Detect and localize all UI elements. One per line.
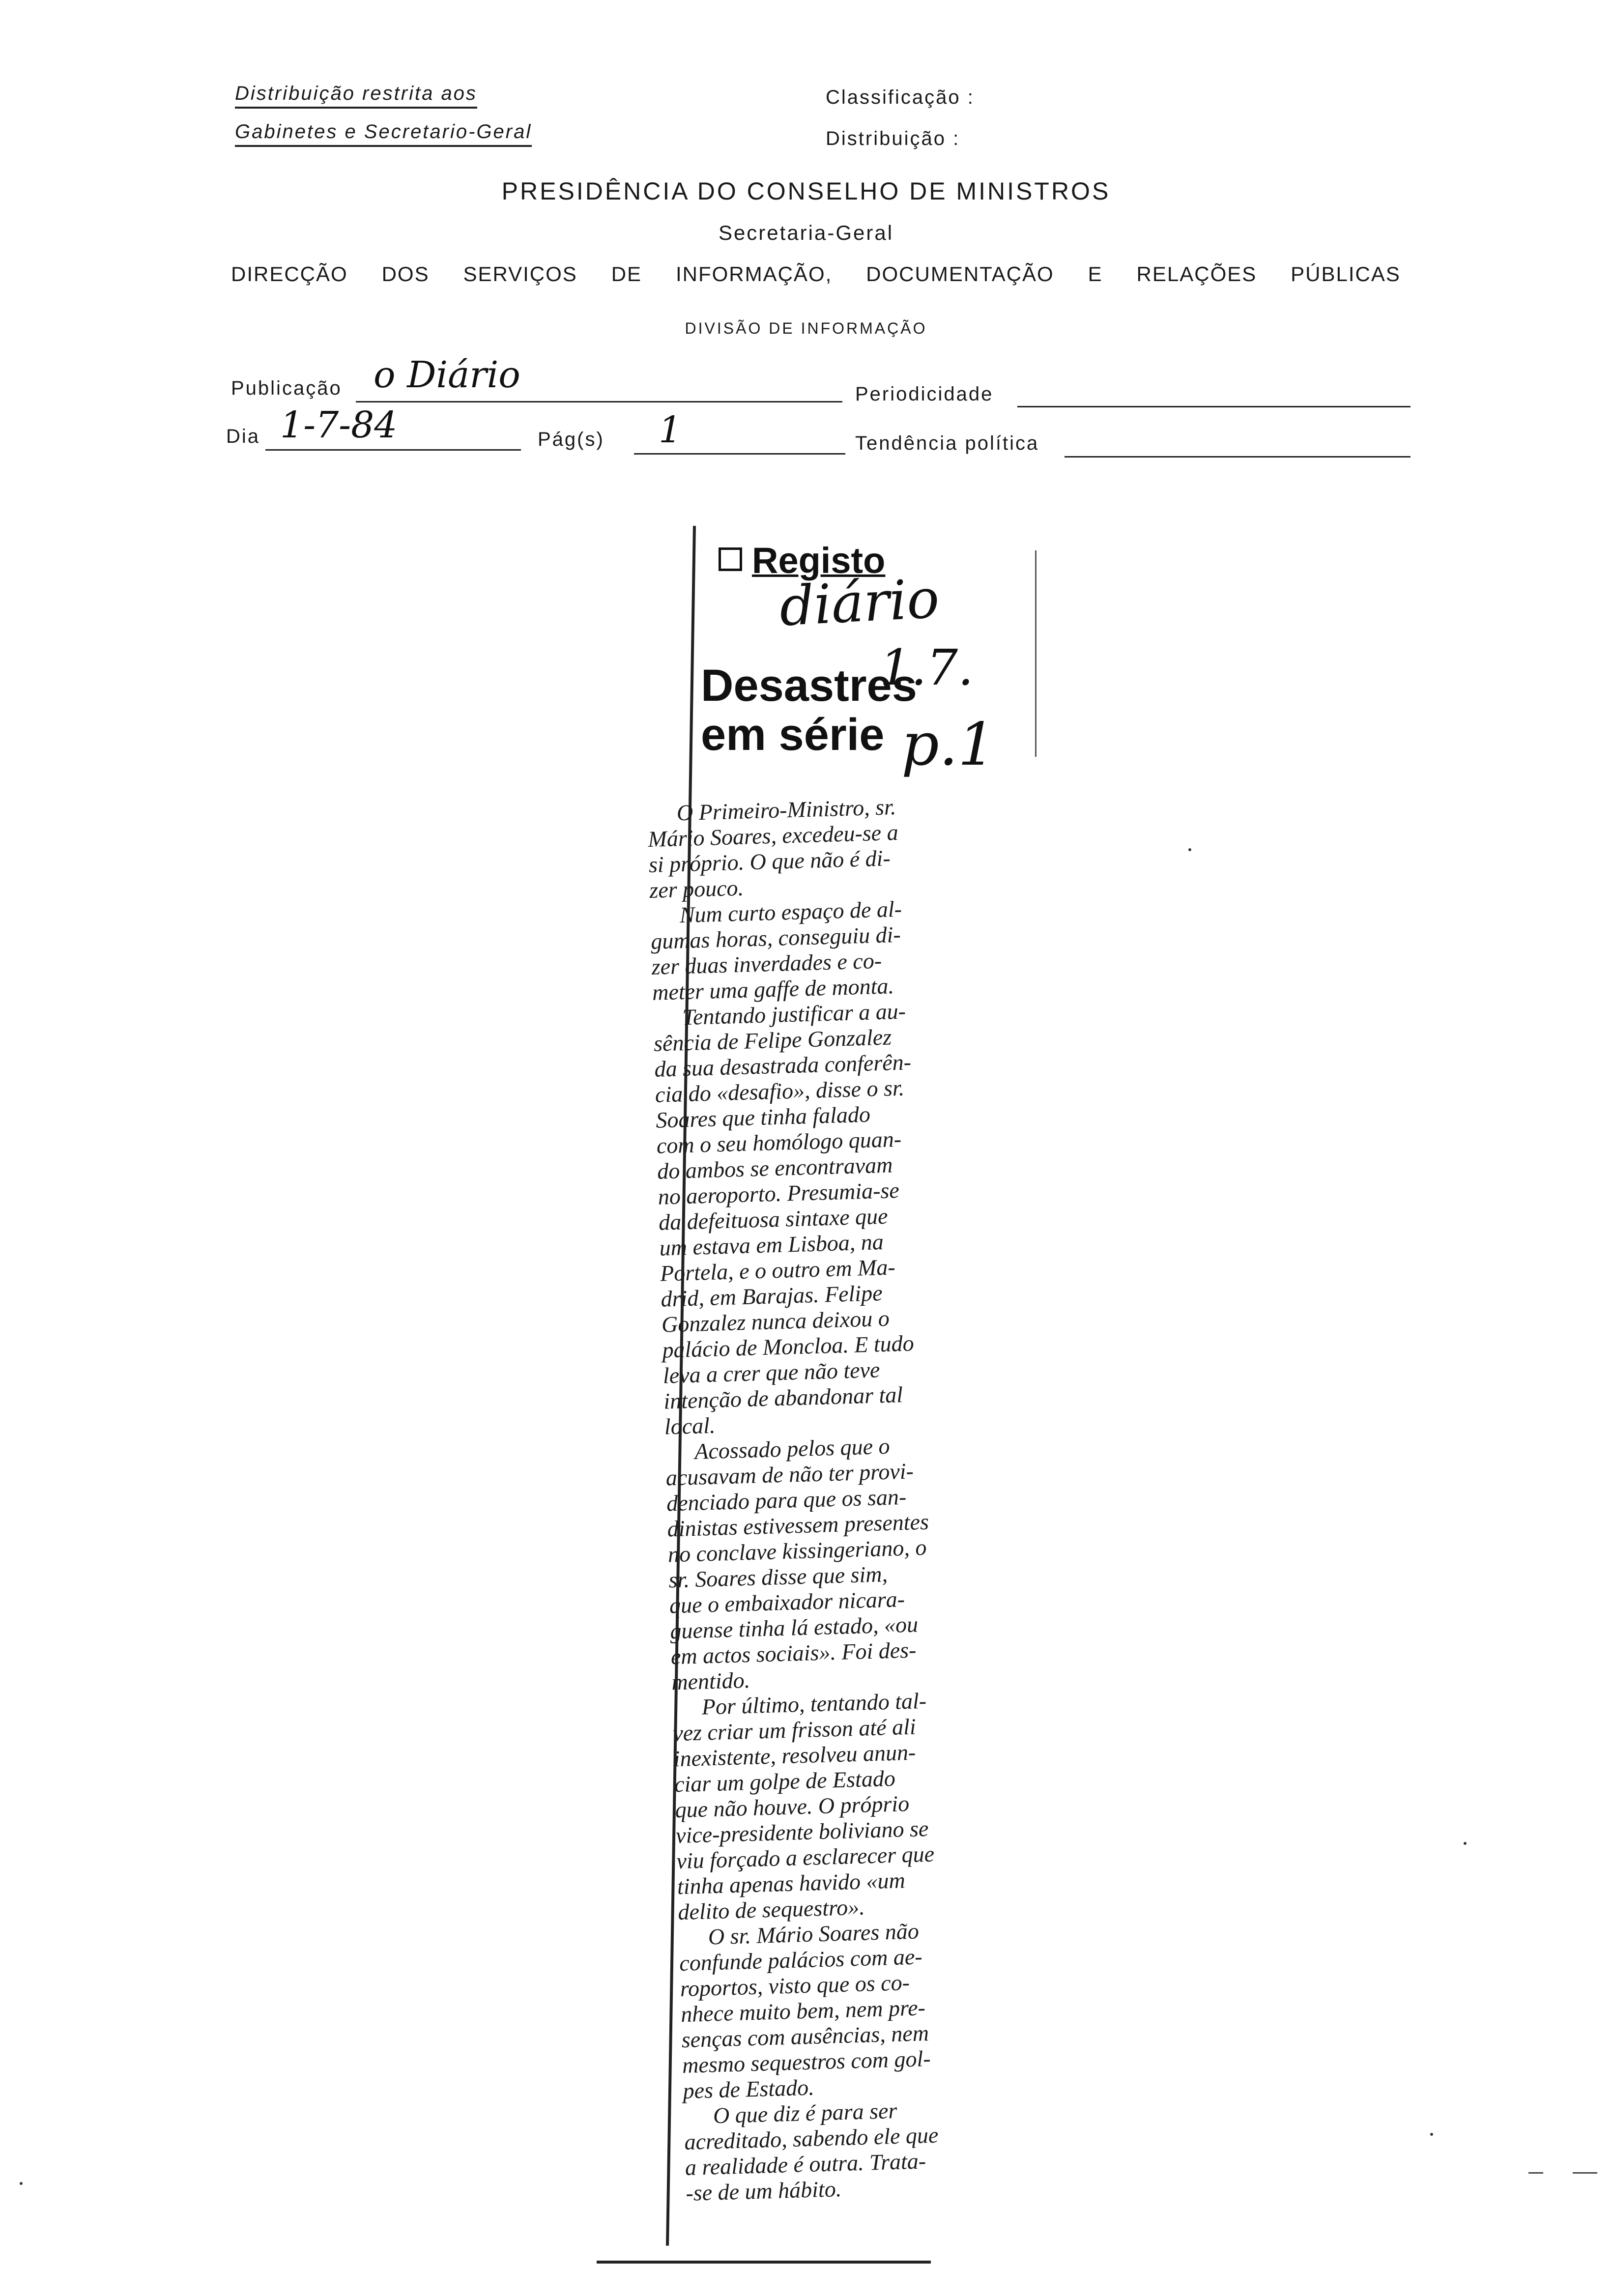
- article-line: Tentando justificar a au-: [682, 998, 906, 1030]
- direccao-servicos: [231, 262, 1401, 286]
- restricted-distribution-line-2: Gabinetes e Secretario-Geral: [235, 121, 532, 147]
- article-line: zer pouco.: [649, 875, 744, 903]
- direccao-word: DIRECÇÃO: [231, 262, 348, 286]
- article-line: acreditado, sabendo ele que: [684, 2122, 939, 2154]
- article-line: roportos, visto que os co-: [680, 1970, 910, 2002]
- article-line: confunde palácios com ae-: [679, 1944, 923, 1976]
- pags-line: [634, 453, 845, 455]
- article-line: Por último, tentando tal-: [701, 1688, 927, 1720]
- direccao-word: RELAÇÕES: [1136, 262, 1257, 286]
- direccao-word: PÚBLICAS: [1291, 262, 1401, 286]
- article-line: Acossado pelos que o: [694, 1433, 891, 1464]
- article-line: vez criar um frisson até ali: [672, 1714, 917, 1746]
- pags-label: Pág(s): [538, 429, 604, 450]
- article-line: local.: [664, 1412, 716, 1439]
- article-line: -se de um hábito.: [685, 2176, 842, 2206]
- article-line: Gonzalez nunca deixou o: [661, 1305, 890, 1337]
- article-line: senças com ausências, nem: [681, 2020, 929, 2053]
- publicacao-line: [356, 401, 842, 402]
- publicacao-handwritten: o Diário: [374, 354, 520, 396]
- article-line: dinistas estivessem presentes: [666, 1509, 929, 1542]
- scan-mark: [1528, 2172, 1543, 2174]
- scan-speck: [1188, 848, 1191, 851]
- article-line: sr. Soares disse que sim,: [668, 1561, 888, 1593]
- direccao-word: INFORMAÇÃO,: [675, 262, 833, 286]
- article-line: no aeroporto. Presumia-se: [658, 1177, 900, 1209]
- tendencia-politica-label: Tendência política: [855, 432, 1039, 454]
- article-line: O sr. Mário Soares não: [708, 1918, 920, 1950]
- article-line: tinha apenas havido «um: [677, 1867, 906, 1899]
- dia-line: [265, 449, 521, 451]
- article-line: que não houve. O próprio: [674, 1790, 910, 1823]
- article-line: Soares que tinha falado: [655, 1101, 871, 1133]
- article-line: que o embaixador nicara-: [669, 1586, 905, 1618]
- direccao-word: E: [1088, 262, 1103, 286]
- article-line: acusavam de não ter provi-: [665, 1458, 914, 1491]
- handwritten-page: p.1: [901, 711, 996, 779]
- scan-speck: [1430, 2133, 1433, 2136]
- article-line: a realidade é outra. Trata-: [685, 2148, 926, 2180]
- article-line: leva a crer que não teve: [662, 1357, 881, 1388]
- clipping-bottom-edge: [597, 2261, 931, 2264]
- article-line: da defeituosa sintaxe que: [658, 1203, 889, 1235]
- headline-line-1: Desastres: [701, 660, 917, 711]
- article-line: delito de sequestro».: [677, 1894, 865, 1925]
- periodicidade-label: Periodicidade: [855, 383, 994, 405]
- article-line: meter uma gaffe de monta.: [652, 973, 894, 1005]
- article-line: Mário Soares, excedeu-se a: [647, 819, 899, 852]
- article-line: mentido.: [671, 1667, 750, 1695]
- article-line: si próprio. O que não é di-: [648, 845, 891, 877]
- article-line: um estava em Lisboa, na: [659, 1229, 884, 1261]
- article-line: ciar um golpe de Estado: [674, 1765, 896, 1797]
- scan-speck: [20, 2182, 23, 2185]
- organization-title: PRESIDÊNCIA DO CONSELHO DE MINISTROS: [501, 177, 1111, 205]
- article-line: Num curto espaço de al-: [679, 896, 902, 928]
- checkbox-square-icon: [719, 547, 742, 571]
- periodicidade-line: [1017, 406, 1410, 407]
- article-line: intenção de abandonar tal: [663, 1382, 903, 1414]
- article-line: O Primeiro-Ministro, sr.: [676, 794, 896, 826]
- article-line: zer duas inverdades e co-: [651, 947, 882, 979]
- scan-mark: [1573, 2172, 1597, 2174]
- article-line: no conclave kissingeriano, o: [667, 1534, 927, 1567]
- clipping-right-edge: [1035, 550, 1036, 757]
- section-title-registo: Registo: [752, 540, 886, 581]
- direccao-word: DOS: [381, 262, 430, 286]
- article-line: viu forçado a esclarecer que: [676, 1841, 935, 1874]
- dia-handwritten: 1-7-84: [280, 404, 398, 446]
- tendencia-politica-line: [1065, 456, 1410, 458]
- pags-handwritten: 1: [659, 409, 682, 451]
- article-line: em actos sociais». Foi des-: [670, 1637, 917, 1669]
- direccao-word: DOCUMENTAÇÃO: [866, 262, 1054, 286]
- article-body: [647, 790, 1074, 2206]
- restricted-distribution-line-1: Distribuição restrita aos: [235, 83, 477, 109]
- article-line: denciado para que os san-: [666, 1484, 907, 1516]
- classificacao-label: Classificação :: [826, 86, 975, 108]
- publicacao-label: Publicação: [231, 377, 342, 399]
- article-line: pes de Estado.: [682, 2074, 815, 2104]
- handwritten-date: 1.7.: [880, 639, 974, 696]
- article-line: cia do «desafio», disse o sr.: [655, 1075, 905, 1107]
- handwritten-paper-name: diário: [777, 567, 941, 638]
- headline-line-2: em série: [701, 710, 885, 760]
- direccao-word: SERVIÇOS: [463, 262, 577, 286]
- article-line: do ambos se encontravam: [657, 1152, 893, 1184]
- article-line: O que diz é para ser: [713, 2097, 897, 2128]
- article-line: da sua desastrada conferên-: [654, 1049, 912, 1082]
- article-line: sência de Felipe Gonzalez: [653, 1024, 892, 1056]
- article-line: palácio de Moncloa. E tudo: [662, 1330, 915, 1363]
- article-line: guense tinha lá estado, «ou: [669, 1611, 919, 1644]
- article-line: Portela, e o outro em Ma-: [660, 1254, 896, 1286]
- dia-label: Dia: [226, 426, 260, 447]
- divisao-informacao: DIVISÃO DE INFORMAÇÃO: [685, 319, 927, 337]
- article-line: com o seu homólogo quan-: [656, 1126, 902, 1158]
- secretaria-geral: Secretaria-Geral: [718, 221, 894, 244]
- article-line: drid, em Barajas. Felipe: [660, 1280, 883, 1312]
- article-line: vice-presidente boliviano se: [675, 1815, 929, 1848]
- article-line: nhece muito bem, nem pre-: [680, 1995, 926, 2027]
- article-line: gumas horas, conseguiu di-: [650, 921, 901, 954]
- distribuicao-label: Distribuição :: [826, 128, 960, 149]
- direccao-word: DE: [611, 262, 642, 286]
- scan-speck: [1464, 1842, 1467, 1845]
- article-line: inexistente, resolveu anun-: [673, 1739, 916, 1772]
- article-line: mesmo sequestros com gol-: [682, 2045, 931, 2078]
